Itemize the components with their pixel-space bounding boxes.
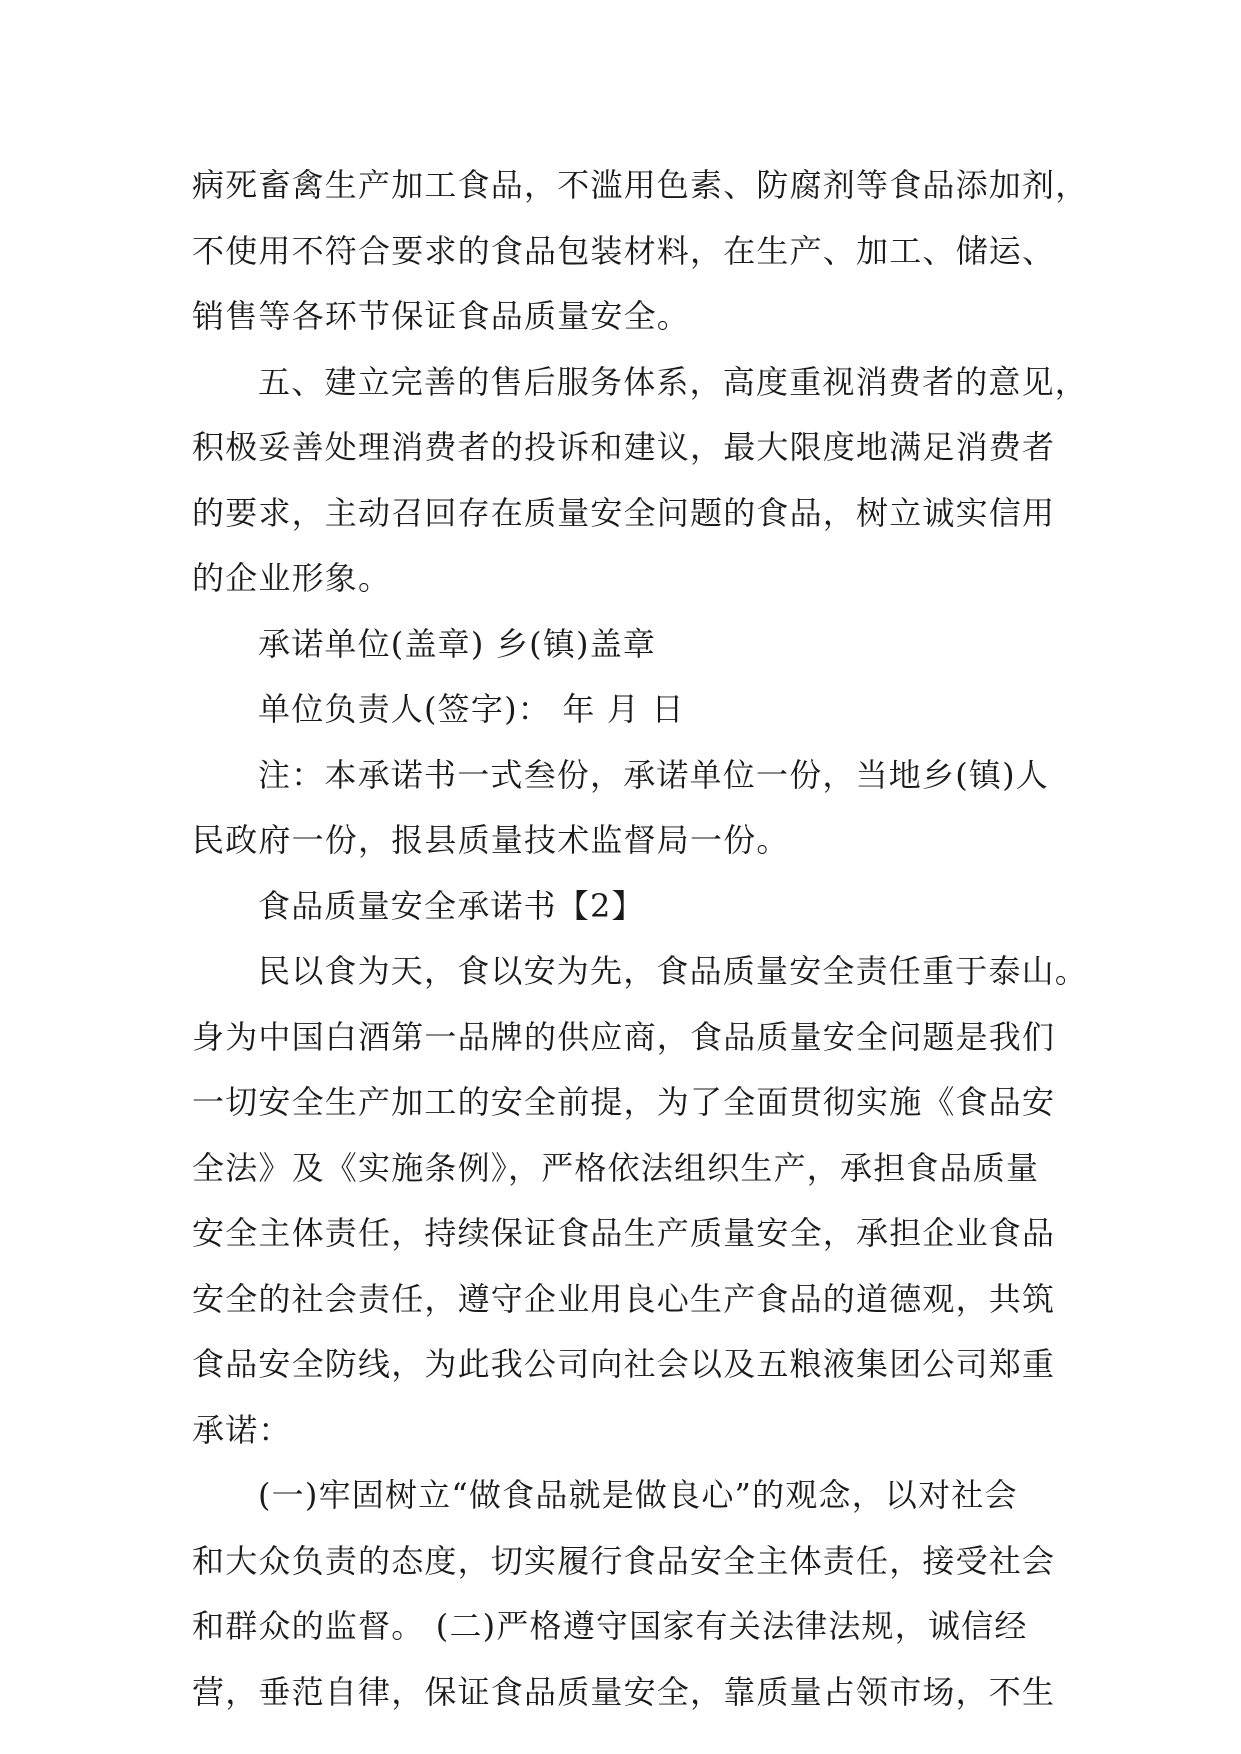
text-line: 全法》及《实施条例》，严格依法组织生产，承担食品质量 [192, 1149, 1040, 1187]
text-line: 积极妥善处理消费者的投诉和建议，最大限度地满足消费者 [192, 428, 1056, 466]
text-line: (一)牢固树立“做食品就是做良心”的观念，以对社会 [258, 1476, 1018, 1514]
text-line: 和群众的监督。 (二)严格遵守国家有关法律法规，诚信经 [192, 1607, 1028, 1645]
text-line: 的企业形象。 [192, 559, 392, 597]
text-line: 的要求，主动召回存在质量安全问题的食品，树立诚实信用 [192, 494, 1056, 532]
section-title: 食品质量安全承诺书【2】 [258, 887, 645, 925]
text-line: 安全的社会责任，遵守企业用良心生产食品的道德观，共筑 [192, 1280, 1056, 1318]
text-line: 承诺： [192, 1411, 292, 1449]
text-line: 食品安全防线，为此我公司向社会以及五粮液集团公司郑重 [192, 1345, 1056, 1383]
text-line: 和大众负责的态度，切实履行食品安全主体责任，接受社会 [192, 1542, 1056, 1580]
text-line: 营，垂范自律，保证食品质量安全，靠质量占领市场，不生 [192, 1673, 1056, 1711]
note-line: 注：本承诺书一式叁份，承诺单位一份，当地乡(镇)人 [258, 756, 1049, 794]
note-line: 民政府一份，报县质量技术监督局一份。 [192, 821, 790, 859]
text-line: 销售等各环节保证食品质量安全。 [192, 297, 691, 335]
signature-line: 单位负责人(签字)： 年 月 日 [258, 690, 685, 728]
text-line: 不使用不符合要求的食品包装材料，在生产、加工、储运、 [192, 232, 1056, 270]
text-line: 身为中国白酒第一品牌的供应商，食品质量安全问题是我们 [192, 1018, 1056, 1056]
text-line: 五、建立完善的售后服务体系，高度重视消费者的意见， [258, 363, 1089, 401]
text-line: 病死畜禽生产加工食品，不滥用色素、防腐剂等食品添加剂， [192, 166, 1089, 204]
text-line: 一切安全生产加工的安全前提，为了全面贯彻实施《食品安 [192, 1083, 1056, 1121]
text-line: 安全主体责任，持续保证食品生产质量安全，承担企业食品 [192, 1214, 1056, 1252]
stamp-line: 承诺单位(盖章) 乡(镇)盖章 [258, 625, 657, 663]
text-line: 民以食为天，食以安为先，食品质量安全责任重于泰山。 [258, 952, 1089, 990]
